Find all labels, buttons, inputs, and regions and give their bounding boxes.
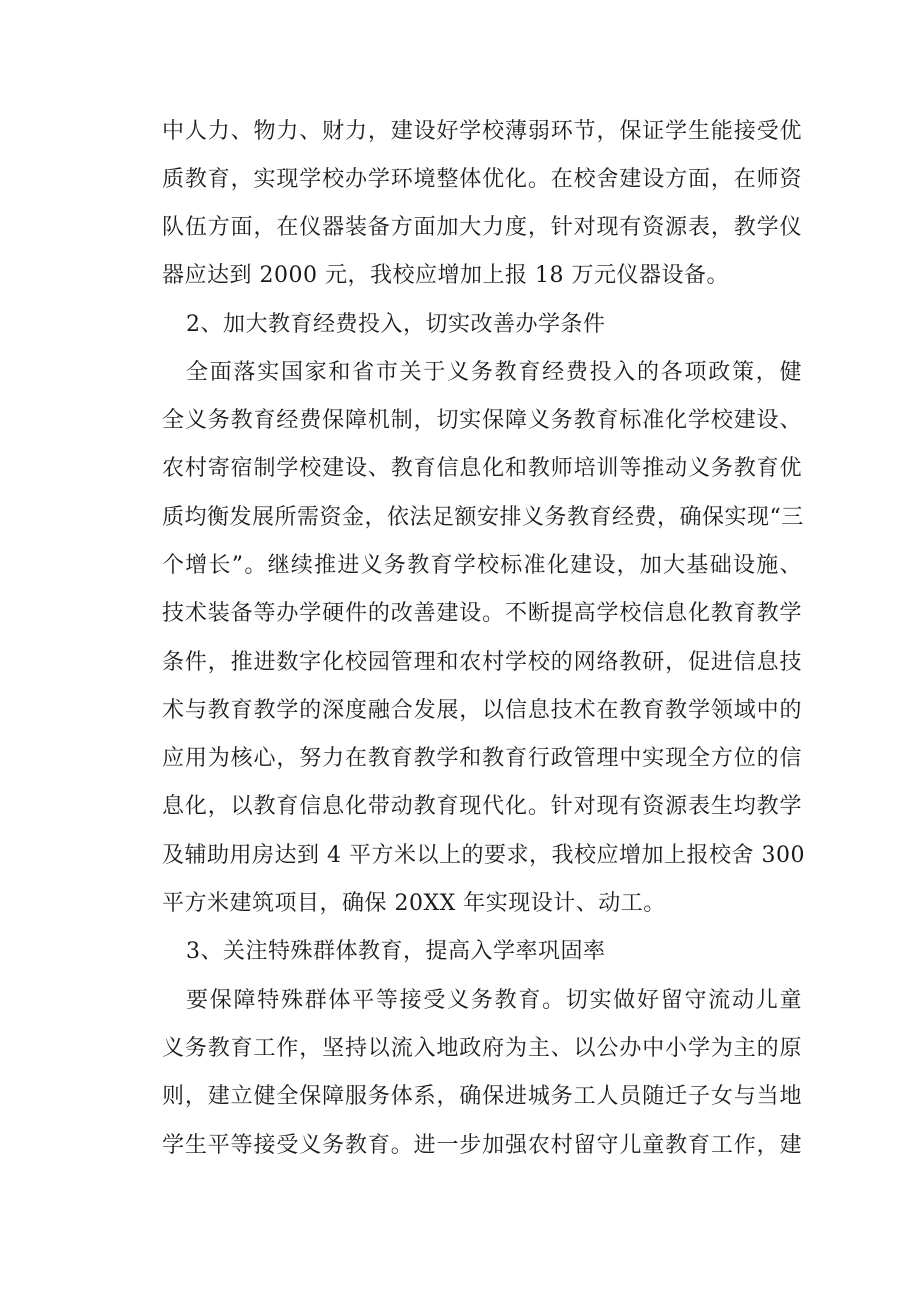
paragraph-line: 质均衡发展所需资金，依法足额安排义务教育经费，确保实现“三 <box>162 505 804 530</box>
paragraph-line: 农村寄宿制学校建设、教育信息化和教师培训等推动义务教育优 <box>162 456 802 481</box>
paragraph-line: 全面落实国家和省市关于义务教育经费投入的各项政策，健 <box>186 360 802 385</box>
paragraph-line: 技术装备等办学硬件的改善建设。不断提高学校信息化教育教学 <box>162 601 802 626</box>
paragraph-line: 个增长”。继续推进义务教育学校标准化建设，加大基础设施、 <box>162 553 802 578</box>
paragraph-line: 术与教育教学的深度融合发展，以信息技术在教育教学领域中的 <box>162 698 802 723</box>
paragraph-line: 中人力、物力、财力，建设好学校薄弱环节，保证学生能接受优 <box>162 119 802 144</box>
section-heading: 3、关注特殊群体教育，提高入学率巩固率 <box>186 939 606 964</box>
paragraph-line: 条件，推进数字化校园管理和农村学校的网络教研，促进信息技 <box>162 650 802 675</box>
paragraph-line: 及辅助用房达到 4 平方米以上的要求，我校应增加上报校舍 300 <box>162 843 805 868</box>
paragraph-line: 器应达到 2000 元，我校应增加上报 18 万元仪器设备。 <box>162 263 729 288</box>
paragraph-line: 息化，以教育信息化带动教育现代化。针对现有资源表生均教学 <box>162 794 802 819</box>
paragraph-line: 则，建立健全保障服务体系，确保进城务工人员随迁子女与当地 <box>162 1084 802 1109</box>
section-heading: 2、加大教育经费投入，切实改善办学条件 <box>186 312 606 337</box>
paragraph-line: 义务教育工作，坚持以流入地政府为主、以公办中小学为主的原 <box>162 1036 802 1061</box>
paragraph-line: 平方米建筑项目，确保 20XX 年实现设计、动工。 <box>162 891 666 916</box>
paragraph-line: 学生平等接受义务教育。进一步加强农村留守儿童教育工作，建 <box>162 1133 802 1158</box>
paragraph-line: 要保障特殊群体平等接受义务教育。切实做好留守流动儿童 <box>186 988 802 1013</box>
paragraph-line: 质教育，实现学校办学环境整体优化。在校舍建设方面，在师资 <box>162 167 802 192</box>
paragraph-line: 全义务教育经费保障机制，切实保障义务教育标准化学校建设、 <box>162 408 802 433</box>
paragraph-line: 应用为核心，努力在教育教学和教育行政管理中实现全方位的信 <box>162 746 802 771</box>
paragraph-line: 队伍方面，在仪器装备方面加大力度，针对现有资源表，教学仪 <box>162 215 802 240</box>
